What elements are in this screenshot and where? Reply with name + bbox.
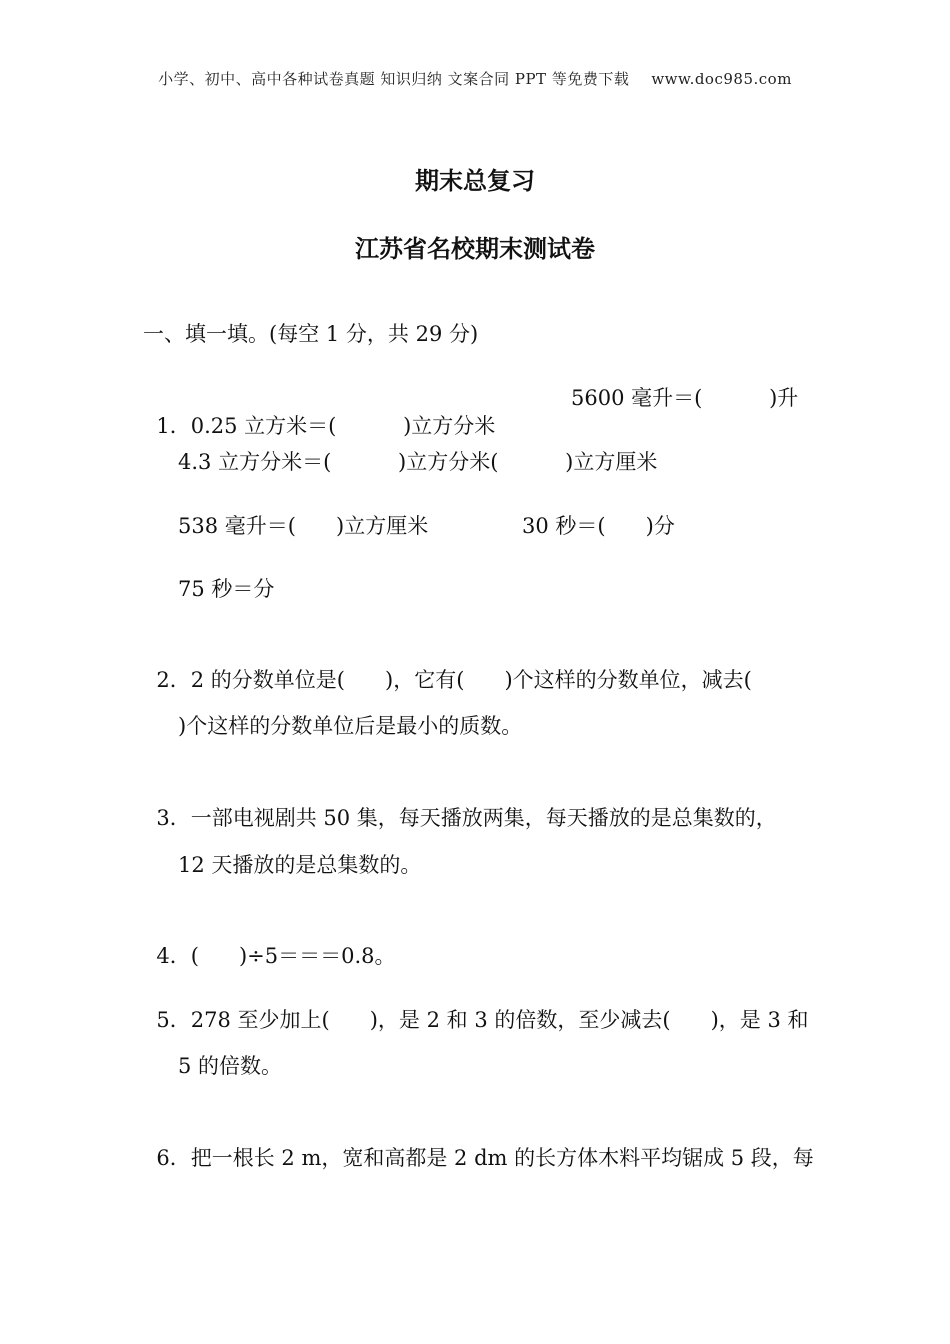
question-4-line-1 [143, 914, 396, 970]
question-1-part-e: 30 秒＝( )分 [522, 514, 675, 538]
question-2-text-1: 2 的分数单位是( )，它有( )个这样的分数单位，减去( [190, 668, 752, 692]
header-text: 小学、初中、高中各种试卷真题 知识归纳 文案合同 PPT 等免费下载 [158, 70, 630, 88]
question-1-part-a: 0.25 立方米＝( )立方分米 [190, 414, 496, 438]
question-1-line-1 [143, 384, 495, 440]
question-5-text-2: 5 的倍数。 [178, 1054, 283, 1078]
question-3-text-2: 12 天播放的是总集数的。 [178, 853, 422, 877]
question-6-text-1: 把一根长 2 m，宽和高都是 2 dm 的长方体木料平均锯成 5 段，每 [190, 1146, 814, 1170]
question-1-part-f: 75 秒＝分 [178, 577, 275, 601]
question-5-line-1 [143, 978, 809, 1034]
question-number: 3． [156, 806, 191, 830]
question-2-line-1 [143, 638, 752, 694]
question-4-text-1: ( )÷5＝＝＝0.8。 [190, 944, 396, 968]
question-number: 1． [156, 414, 191, 438]
question-1-part-b: 5600 毫升＝( )升 [571, 386, 799, 410]
section-heading: 一、填一填。(每空 1 分，共 29 分) [143, 322, 479, 346]
page-title: 期末总复习 [415, 167, 535, 195]
question-number: 4． [156, 944, 191, 968]
question-6-line-1 [143, 1116, 814, 1172]
question-1-part-d: 538 毫升＝( )立方厘米 [178, 514, 429, 538]
header-site: www.doc985.com [651, 70, 792, 88]
question-number: 6． [156, 1146, 191, 1170]
question-number: 2． [156, 668, 191, 692]
page-header [0, 68, 950, 89]
question-1-part-c: 4.3 立方分米＝( )立方分米( )立方厘米 [178, 450, 658, 474]
question-5-text-1: 278 至少加上( )，是 2 和 3 的倍数，至少减去( )，是 3 和 [190, 1008, 809, 1032]
page-subtitle: 江苏省名校期末测试卷 [355, 235, 595, 263]
question-2-text-2: )个这样的分数单位后是最小的质数。 [178, 714, 523, 738]
question-3-text-1: 一部电视剧共 50 集，每天播放两集，每天播放的是总集数的， [190, 806, 777, 830]
question-3-line-1 [143, 776, 777, 832]
question-number: 5． [156, 1008, 191, 1032]
